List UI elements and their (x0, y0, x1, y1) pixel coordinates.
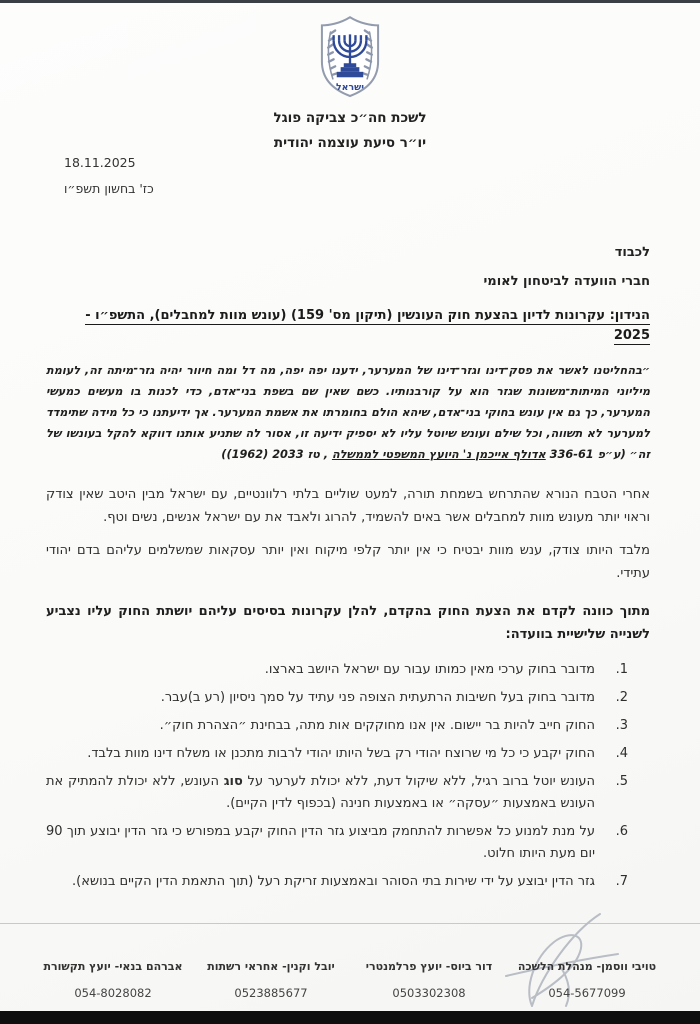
item-text-pre: העונש יוטל ברוב רגיל, ללא שיקול דעת, ללא יכולת לערער על (242, 774, 595, 790)
principle-item-1 (46, 659, 628, 681)
item-text (46, 771, 595, 815)
item-number: 4. (615, 746, 628, 762)
addressee-block (46, 245, 650, 289)
principle-item-2 (46, 687, 628, 709)
contact-phone: 054-8028082 (74, 986, 152, 1000)
item-number: 2. (615, 690, 628, 706)
item-text: מדובר בחוק בעל חשיבות הרתעתית הצופה פני עתיד על סמך ניסיון (רע ב)עבר. (160, 690, 595, 706)
letterhead (0, 0, 700, 151)
contact-phone: 054-5677099 (548, 986, 626, 1000)
item-number: 3. (615, 718, 628, 734)
office-subtitle: יו״ר סיעת עוצמה יהודית (273, 135, 427, 152)
principle-item-3 (46, 715, 628, 737)
israel-state-emblem-icon (311, 13, 389, 101)
principle-item-6 (46, 821, 628, 865)
item-number: 7. (615, 874, 628, 890)
lead-paragraph: מתוך כוונה לקדם את הצעת החוק בהקדם, להלן עקרונות בסיסים עליהם יושתת החוק עליו נצביע לשנייה שלישיית בוועדה: (46, 604, 650, 643)
citation-case-name: אדולף אייכמן נ' היועץ המשפטי לממשלה (331, 448, 546, 462)
contact-parliamentary-advisor (350, 960, 508, 1000)
eichmann-quote (46, 360, 650, 465)
contact-phone: 0503302308 (392, 986, 466, 1000)
contact-office-manager (508, 960, 666, 1000)
principles-list (46, 659, 650, 893)
item-text: על מנת למנוע כל אפשרות להתחמק מביצוע גזר הדין החוק יקבע במפורש כי גזר הדין יבוצע תוך 90 יום מעת היותו חלוט. (46, 824, 595, 862)
subject-text: הנידון: עקרונות לדיון בהצעת חוק העונשין (תיקון מס' 159) (עונש מוות למחבלים), התשפ״ו - 2025 (85, 308, 650, 343)
item-text: מדובר בחוק ערכי מאין כמותו עבור עם ישראל היושב בארצו. (264, 662, 595, 678)
letter-body (0, 245, 700, 893)
contact-social-media (192, 960, 350, 1000)
contact-name: טויבי ווסמן- מנהלת הלשכה (517, 960, 657, 973)
quote-body: ״בהחליטנו לאשר את פסק־דינו וגזר־דינו של המערער, ידענו יפה יפה, מה דל ומה חיוור יהיה גזר־מיתה זה, לעומת מיליוני המיתות־משונות שגזר הוא על קורבנותיו. כשם שאין שם בשפת בני־אדם, כדי לכנות בו מעשים כמעשי המערער, כך גם אין עונש בחוקי בני־אדם, שיהא הולם בחומרתו את אשמת המערער. אך ידיעתנו כי כל מידה שתימדד למערער לא תשווה, וכל שילם ועונש שיוטל עליו לא יספיק ידיעה זו, אסור לה שתניע אותנו דווקא להקל בעונשו של זה״ (46, 364, 650, 462)
contact-name: יובל וקנין- אחראי רשתות (207, 960, 335, 973)
addressee-line: חברי הוועדה לביטחון לאומי (483, 274, 650, 290)
body-paragraph-1: אחרי הטבח הנורא שהתרחש בשמחת תורה, למעט שוליים בלתי רלוונטיים, עם ישראל מבין היטב שאין צודק וראוי יותר מעונש מוות למחבלים אשר באים להשמיד, להרוג ולאבד את עם ישראל אנשים, נשים וטף. (46, 487, 650, 526)
body-paragraph-2: מלבד היותו צודק, ענש מוות יבטיח כי אין יותר קלפי מיקוח ואין יותר עסקאות שמשלמים עליהם בדם יהודי עתידי. (46, 543, 650, 582)
contact-name: אברהם בנאי- יועץ תקשורת (43, 960, 183, 973)
contact-phone: 0523885677 (234, 986, 308, 1000)
date-hebrew: כז' בחשון תשפ״ו (64, 181, 154, 196)
item-text: גזר הדין יבוצע על ידי שירות בתי הסוהר ובאמצעות זריקת רעל (תוך התאמת הדין הקיים בנושא). (72, 874, 595, 890)
item-text: החוק חייב להיות בר יישום. אין אנו מחוקקים אות מתה, בבחינת ״הצהרת חוק״. (159, 718, 595, 734)
item-text-emphasis: סוג (223, 774, 243, 790)
contact-communications-advisor (34, 960, 192, 1000)
item-number: 1. (615, 662, 628, 678)
citation-prefix: (ע״פ 336-61 (545, 448, 626, 462)
bottom-edge-bar (0, 1011, 700, 1024)
footer-divider (0, 923, 700, 924)
office-title: לשכת חה״כ צביקה פוגל (273, 110, 427, 126)
contact-name: דור ביוס- יועץ פרלמנטרי (365, 960, 493, 973)
subject-line (46, 306, 650, 345)
date-block (64, 155, 154, 196)
principle-item-7 (46, 871, 628, 893)
top-edge-bar (0, 0, 700, 3)
principle-item-4 (46, 743, 628, 765)
item-text-post: העונש, ללא יכולת להמתיק את העונש באמצעות ״עסקה״ או באמצעות חנינה (בכפוף לדין הקיים). (46, 774, 595, 812)
item-text: החוק יקבע כי כל מי שרוצח יהודי רק בשל היותו יהודי לרבות מתכנן או משלח דינו מוות בלבד. (87, 746, 595, 762)
citation-suffix: , טז 2033 (1962)) (221, 448, 332, 462)
date-gregorian: 18.11.2025 (64, 155, 136, 170)
item-number: 5. (615, 774, 628, 790)
salutation: לכבוד (614, 245, 650, 261)
emblem-caption: ישראל (336, 81, 364, 93)
principle-item-5 (46, 771, 628, 815)
item-number: 6. (615, 824, 628, 840)
footer-contacts (0, 960, 700, 1000)
